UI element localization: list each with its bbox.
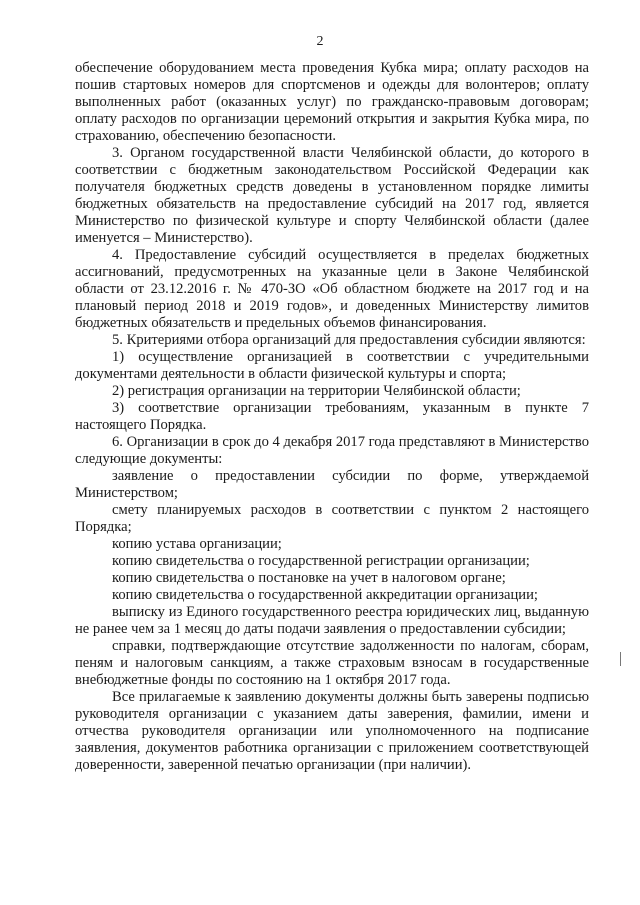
document-item-accreditation: копию свидетельства о государственной аккредитации организации; <box>112 587 538 603</box>
paragraph-5-selection-criteria: 5. Критериями отбора организаций для предоставления субсидии являются: <box>112 332 586 348</box>
document-item-registration: копию свидетельства о государственной регистрации организации; <box>112 553 530 569</box>
paragraph-6-documents: 6. Организации в срок до 4 декабря 2017 года представляют в Министерство следующие документы: <box>75 434 589 467</box>
document-item-application: заявление о предоставлении субсидии по форме, утверждаемой Министерством; <box>75 468 589 501</box>
document-item-register-extract: выписку из Единого государственного реестра юридических лиц, выданную не ранее чем за 1 месяц до даты подачи заявления о предоставлении субсидии; <box>75 604 589 637</box>
paragraph-1-continuation: обеспечение оборудованием места проведения Кубка мира; оплату расходов на пошив стартовых номеров для спортсменов и одежды для волонтеров; оплату выполненных работ (оказанных услуг) по гражданско-правовым договорам; оплату расходов по организации церемоний открытия и закрытия Кубка мира, по страхованию, обеспечению безопасности. <box>75 60 589 144</box>
page-number: 2 <box>316 34 324 49</box>
document-item-no-debt-certificates: справки, подтверждающие отсутствие задолженности по налогам, сборам, пеням и налоговым санкциям, а также страховым взносам в государственные внебюджетные фонды по состоянию на 1 октября 2017 года. <box>75 638 589 688</box>
paragraph-3-executive-body: 3. Органом государственной власти Челябинской области, до которого в соответствии с бюджетным законодательством Российской Федерации как получателя бюджетных средств доведены в установленном порядке лимиты бюджетных обязательств на предоставление субсидий на 2017 год, является Министерство по физической культуре и спорту Челябинской области (далее именуется – Министерство). <box>75 145 589 246</box>
criterion-2: 2) регистрация организации на территории Челябинской области; <box>112 383 521 399</box>
document-item-estimate: смету планируемых расходов в соответствии с пунктом 2 настоящего Порядка; <box>75 502 589 535</box>
document-item-tax-registration: копию свидетельства о постановке на учет в налоговом органе; <box>112 570 506 586</box>
document-body <box>75 60 589 774</box>
criterion-1: 1) осуществление организацией в соответствии с учредительными документами деятельности в области физической культуры и спорта; <box>75 349 589 382</box>
scan-margin-mark <box>620 652 625 666</box>
paragraph-certification-requirements: Все прилагаемые к заявлению документы должны быть заверены подписью руководителя организации с указанием даты заверения, фамилии, имени и отчества руководителя организации или уполномоченного на подписание заявления, документов работника организации с приложением соответствующей доверенности, заверенной печатью организации (при наличии). <box>75 689 589 773</box>
criterion-3: 3) соответствие организации требованиям, указанным в пункте 7 настоящего Порядка. <box>75 400 589 433</box>
document-item-charter: копию устава организации; <box>112 536 282 552</box>
paragraph-4-budget-allocations: 4. Предоставление субсидий осуществляется в пределах бюджетных ассигнований, предусмотренных на указанные цели в Законе Челябинской области от 23.12.2016 г. № 470-ЗО «Об областном бюджете на 2017 год и на плановый период 2018 и 2019 годов», и доведенных Министерству лимитов бюджетных обязательств и предельных объемов финансирования. <box>75 247 589 331</box>
